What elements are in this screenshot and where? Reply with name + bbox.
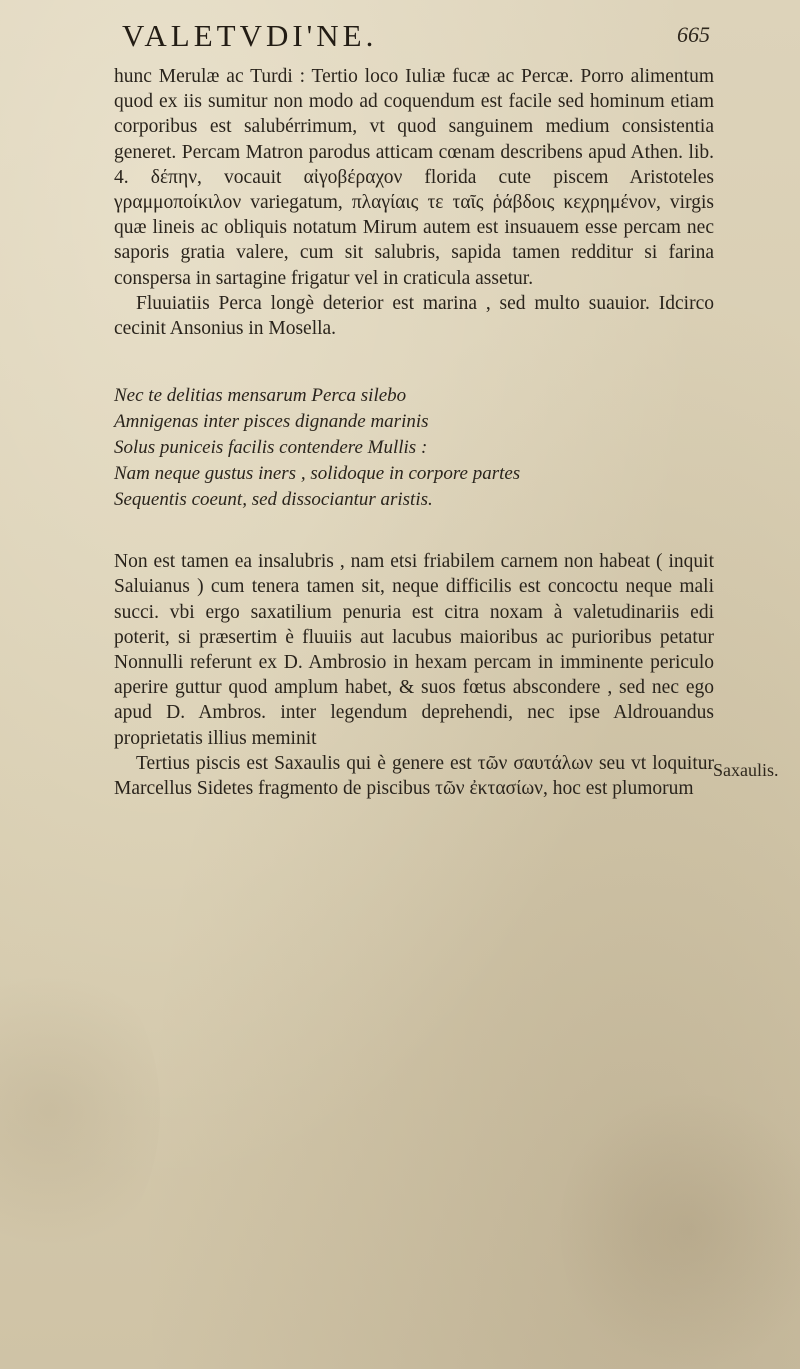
verse-quotation: [114, 383, 714, 513]
verse-line: Sequentis coeunt, sed dissociantur aristis.: [114, 489, 433, 511]
paragraph: Tertius piscis est Saxaulis qui è genere est τῶν σαυτάλων seu vt loquitur Marcellus Sidetes fragmento de piscibus τῶν ἐκτασίων, hoc est plumorum: [114, 752, 714, 800]
running-title: VALETVDI'NE.: [122, 18, 378, 53]
paragraph: Fluuiatiis Perca longè deterior est marina , sed multo suauior. Idcirco cecinit Ansonius in Mosella.: [114, 292, 714, 340]
paper-stain: [560, 1080, 800, 1369]
paper-stain: [0, 950, 160, 1270]
margin-note: Saxaulis.: [713, 760, 779, 780]
verse-line: Solus puniceis facilis contendere Mullis :: [114, 437, 428, 459]
page-number: 665: [677, 22, 710, 47]
paragraph: hunc Merulæ ac Turdi : Tertio loco Iuliæ fucæ ac Percæ. Porro alimentum quod ex iis sumitur non modo ad coquendum est facile sed hominum etiam corporibus est salubérrimum, vt quod sanguinem medium consistentia generet. Percam Matron parodus atticam cœnam describens apud Athen. lib. 4. δέπην, vocauit αἰγοβέραχον florida cute piscem Aristoteles γραμμοποίκιλον variegatum, πλαγίαις τε ταῖς ῥάβδοις κεχρημένον, virgis quæ lineis ac obliquis notatum Mirum autem est insuauem esse percam nec saporis gratia valere, cum sit salubris, sapida tamen redditur si farina conspersa in sartagine frigatur vel in craticula assetur.: [114, 66, 714, 289]
page-header: [100, 18, 720, 64]
verse-line: Nec te delitias mensarum Perca silebo: [114, 385, 407, 407]
paragraph: Non est tamen ea insalubris , nam etsi friabilem carnem non habeat ( inquit Saluianus ) cum tenera tamen sit, neque difficilis est concoctu neque mali succi. vbi ergo saxatilium penuria est citra noxam à valetudinariis edi poterit, si præsertim è fluuiis aut lacubus maioribus ac purioribus petatur Nonnulli referunt ex D. Ambrosio in hexam percam in imminente periculo aperire guttur quod amplum habet, & suos fœtus abscondere , sed nec ego apud D. Ambros. inter legendum deprehendi, nec ipse Aldrouandus proprietatis illius meminit: [114, 551, 714, 749]
body-text: [114, 64, 714, 801]
verse-line: Nam neque gustus iners , solidoque in corpore partes: [114, 463, 521, 485]
verse-line: Amnigenas inter pisces dignande marinis: [114, 411, 429, 433]
